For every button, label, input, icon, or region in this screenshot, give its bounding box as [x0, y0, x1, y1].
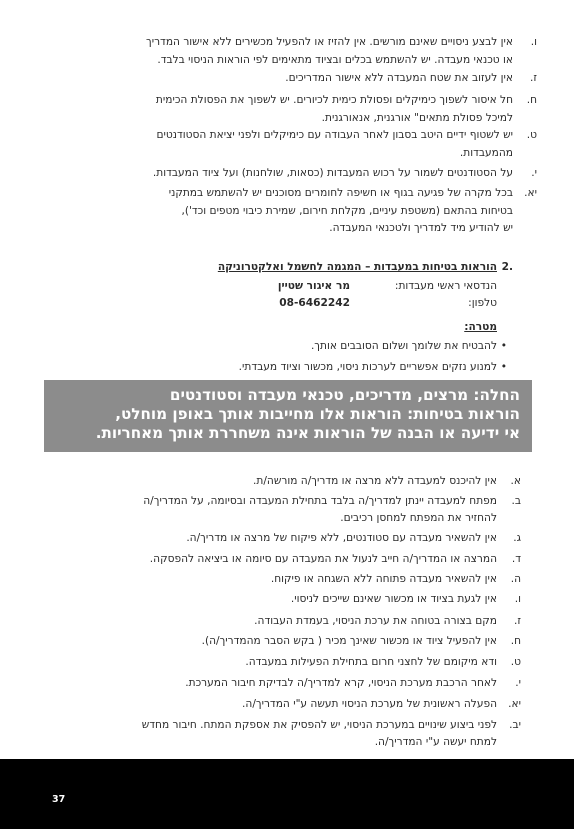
item-text: להחזיר את המפתח למחסן רכיבים.	[340, 512, 497, 524]
item-text: חל איסור לשפוך כימיקלים ופסולת כימית לכיורים. יש לשפוך את הפסולת הכימית	[155, 94, 513, 106]
item-number: ה.	[510, 573, 521, 585]
bullet-icon: •	[500, 361, 507, 373]
list-item	[77, 675, 521, 692]
item-number: ז.	[513, 615, 521, 627]
list-item	[77, 613, 521, 630]
item-number: ז.	[529, 72, 537, 84]
item-number: ב.	[511, 495, 521, 507]
bullet-icon: •	[500, 340, 507, 352]
goal-bullet	[57, 338, 507, 355]
item-text: ודא מיקומם של לחצני חרום בתחילת הפעילות במעבדה.	[245, 656, 497, 668]
list-item	[77, 696, 521, 713]
item-number: ו.	[514, 593, 521, 605]
list-item	[77, 473, 521, 490]
item-text: אין להיכנס למעבדה ללא מרצה או מדריך/ה מורשה/ת.	[253, 475, 497, 487]
list-item	[43, 185, 537, 238]
item-number: ט.	[510, 656, 521, 668]
item-text: אין לעזוב את שטח המעבדה ללא אישור המדריכים.	[285, 72, 513, 84]
list-item	[77, 551, 521, 568]
list-item	[77, 493, 521, 527]
item-text: אין לבצע ניסויים שאינם מורשים. אין להזיז או להפעיל מכשירים ללא אישור המדריך	[146, 36, 513, 48]
list-item	[43, 34, 537, 69]
page-footer	[0, 759, 574, 829]
banner-line: הוראות בטיחות: הוראות אלו מחייבות אותך באופן מוחלט,	[115, 405, 520, 423]
item-number: ד.	[511, 553, 521, 565]
bullet-text: להבטיח את שלומך ושלום הסובבים אותך.	[310, 340, 497, 352]
engineer-label: הנדסאי ראשי מעבדות:	[394, 280, 497, 292]
goal-bullet	[57, 359, 507, 376]
item-text: אין להפעיל ציוד או מכשור שאינך מכיר ( בקש הסבר מהמדריך/ה).	[201, 635, 497, 647]
item-text: על הסטודנטים לשמור על רכוש המעבדות (כסאות, שולחנות) ועל ציוד המעבדות.	[152, 167, 513, 179]
section-number: .2	[501, 261, 513, 273]
section-title: הוראות בטיחות במעבדות – המגמה לחשמל ואלקטרוניקה	[217, 261, 497, 273]
item-number: ח.	[526, 94, 537, 106]
bullet-text: למנוע נזקים אפשריים לערכות ניסוי, מכשור וציוד מעבדתי.	[238, 361, 497, 373]
list-item	[43, 92, 537, 127]
banner-line: אי ידיעה או הבנה של הוראות אינה משחררת אותך מאחריות.	[95, 424, 520, 442]
item-text: מקם בצורה בטוחה את ערכת הניסוי, בעמדת העבודה.	[254, 615, 497, 627]
item-text: מפתח למעבדה יינתן למדריך/ה בלבד בתחילת המעבדה ובסיומה, על המדריך/ה	[143, 495, 497, 507]
item-text: או טכנאי מעבדה. יש להשתמש בכלים ובציוד מתאימים לפי הוראות הניסוי בלבד.	[157, 53, 513, 66]
page-number: 37	[52, 794, 66, 805]
item-number: ט.	[526, 129, 537, 141]
item-number: יא.	[508, 698, 521, 710]
item-number: ו.	[530, 36, 537, 48]
item-text: למיכל פסולת מתאים" אורגנית, אנאורגנית.	[321, 111, 513, 124]
item-number: ג.	[513, 532, 521, 544]
list-item	[77, 633, 521, 650]
item-number: א.	[510, 475, 521, 487]
list-item	[43, 127, 537, 162]
engineer-value: מר איגור שטיין	[277, 280, 350, 292]
goal-title: מטרה:	[464, 321, 497, 333]
list-item	[77, 571, 521, 588]
phone-value: 08-6462242	[279, 297, 350, 309]
item-text: בכל מקרה של פגיעה בגוף או חשיפה לחומרים מסוכנים יש להשתמש במתקני	[168, 187, 513, 199]
list-item	[43, 70, 537, 88]
item-number: יא.	[524, 187, 537, 199]
list-item	[77, 654, 521, 671]
item-number: י.	[515, 677, 521, 689]
item-text: יש לשטוף ידיים היטב בסבון לאחר העבודה עם כימיקלים ולפני יציאת הסטודנטים	[156, 129, 513, 141]
item-number: יב.	[509, 719, 521, 731]
item-text: לפני ביצוע שינויים במערכת הניסוי, יש להפסיק את אספקת המתח. חיבור מחדש	[141, 719, 497, 731]
item-text: לאחר הרכבת מערכת הניסוי, קרא למדריך/ה לבדיקת חיבור המערכת.	[185, 677, 497, 689]
list-item	[77, 717, 521, 751]
item-text: אין לגעת בציוד או מכשור שאינם שייכים לניסוי.	[290, 593, 497, 605]
phone-label: טלפון:	[468, 297, 497, 309]
list-item	[77, 591, 521, 608]
item-text: מהמעבדות.	[459, 146, 513, 159]
warning-banner	[44, 380, 532, 452]
item-text: אין להשאיר מעבדה עם סטודנטים, ללא פיקוח של מרצה או מדריך/ה.	[186, 532, 497, 544]
banner-line: החלה: מרצים, מדריכים, טכנאי מעבדה וסטודנטים	[169, 386, 520, 404]
item-number: י.	[531, 167, 537, 179]
item-text: הפעלה ראשונית של מערכת הניסוי תעשה ע"י המדריך/ה.	[242, 698, 497, 710]
list-item	[77, 530, 521, 547]
item-text: יש להודיע מיד למדריך ולטכנאי המעבדה.	[329, 222, 513, 234]
item-text: למתח יעשה ע"י המדריך/ה.	[374, 736, 497, 748]
item-text: בטיחות בהתאם (משטפת עיניים, מקלחת חירום, שמירת כיבוי מטפים וכד'),	[181, 204, 513, 217]
list-item	[43, 165, 537, 183]
item-number: ח.	[510, 635, 521, 647]
item-text: המרצה או המדריך/ה חייב לנעול את המעבדה עם סיומה או ביציאה להפסקה.	[149, 553, 497, 565]
item-text: אין להשאיר מעבדה פתוחה ללא השגחה או פיקוח.	[270, 573, 497, 585]
